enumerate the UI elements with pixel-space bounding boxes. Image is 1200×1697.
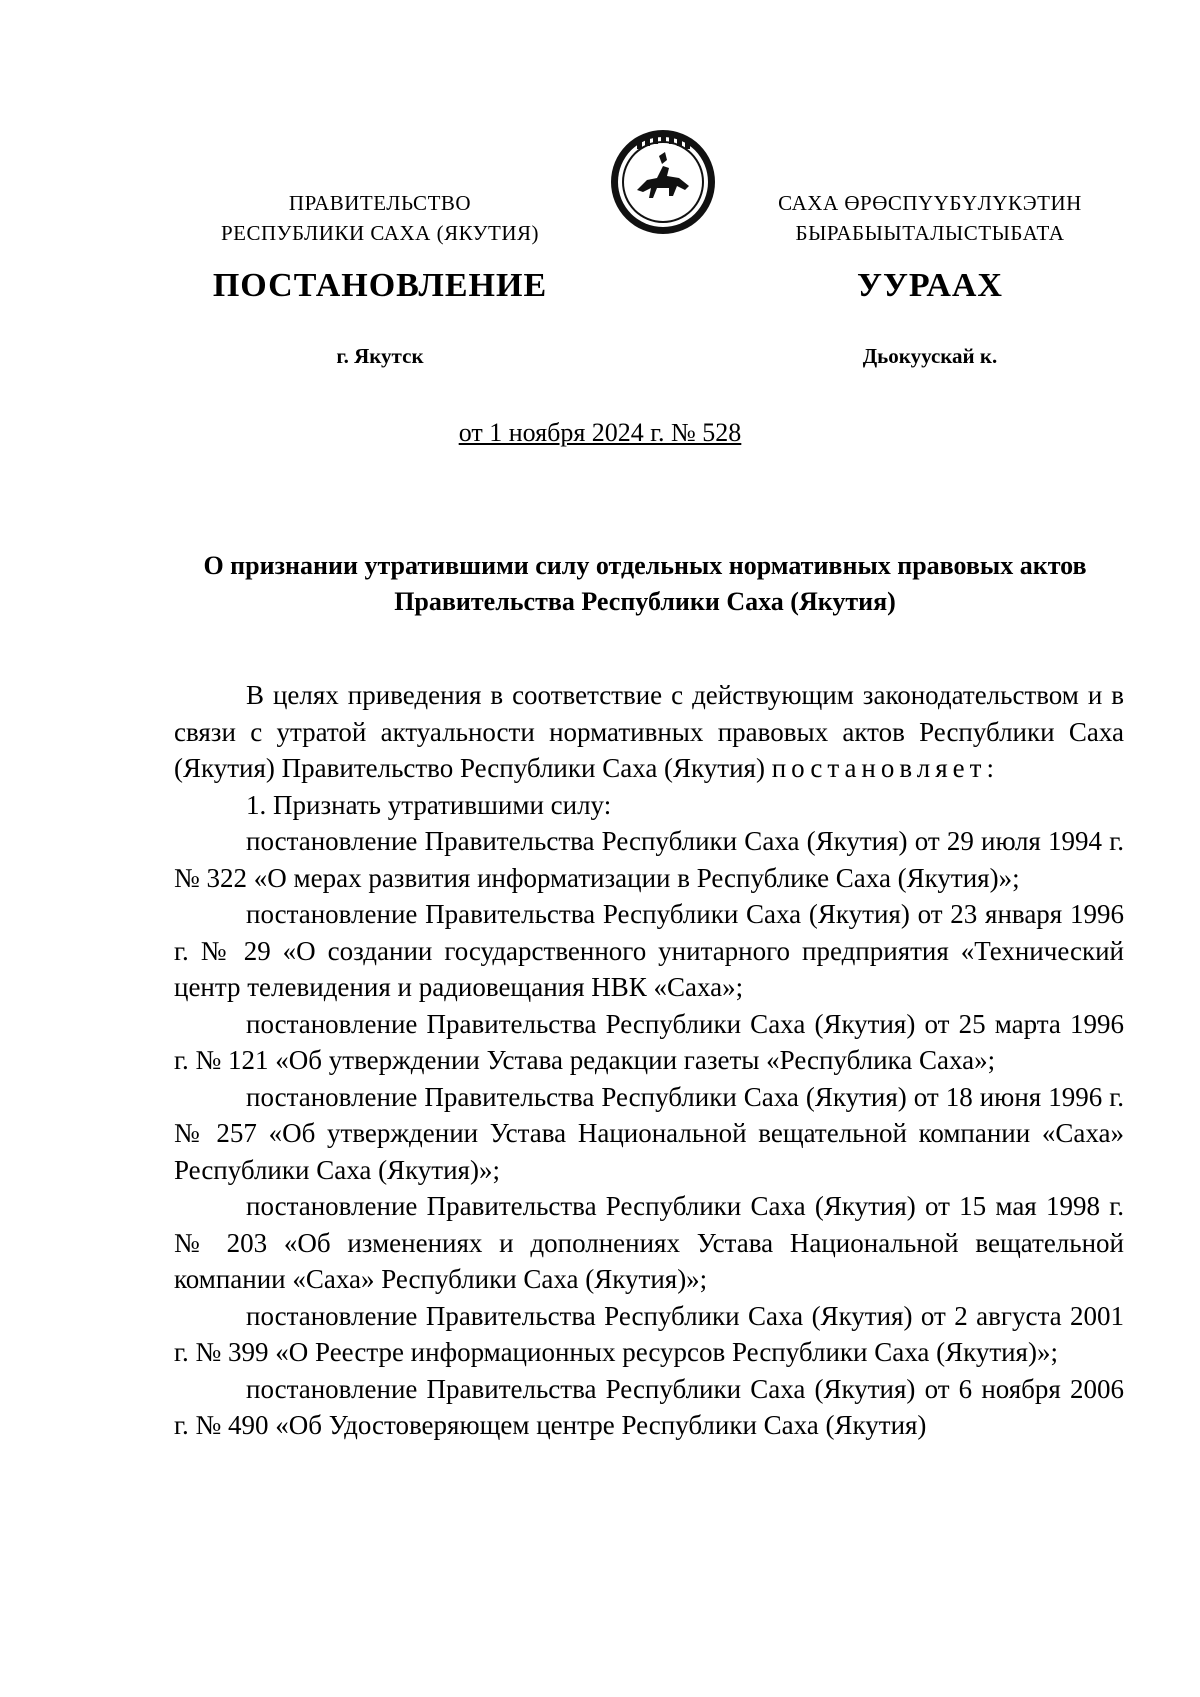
act-item: постановление Правительства Республики Саха (Якутия) от 15 мая 1998 г. № 203 «Об изменениях и дополнениях Устава Национальной вещательной компании «Саха» Республики Саха (Якутия)»;: [174, 1191, 1124, 1294]
resolves-word: постановляет:: [771, 753, 999, 783]
org-name-sakha: [740, 188, 1120, 248]
org-name-russian: [190, 188, 570, 248]
doc-type-sakha: УУРААХ: [857, 267, 1003, 304]
org-name-line: РЕСПУБЛИКИ САХА (ЯКУТИЯ): [220, 221, 540, 245]
item-1: 1. Признать утратившими силу:: [246, 789, 612, 820]
act-item: постановление Правительства Республики Саха (Якутия) от 29 июля 1994 г. № 322 «О мерах развития информатизации в Республике Саха (Якутия)»;: [174, 826, 1124, 893]
act-item: постановление Правительства Республики Саха (Якутия) от 25 марта 1996 г. № 121 «Об утверждении Устава редакции газеты «Республика Саха»;: [174, 1008, 1124, 1075]
city-russian: г. Якутск: [336, 344, 424, 368]
document-body: [174, 677, 1124, 1444]
org-name-line: ПРАВИТЕЛЬСТВО: [288, 191, 472, 215]
org-name-line: САХА ӨРӨСПҮҮБҮЛҮКЭТИН: [778, 191, 1082, 215]
org-name-line: БЫРАБЫЫТАЛЫСТЫБАТА: [795, 221, 1065, 245]
republic-sakha-emblem-icon: [607, 126, 719, 238]
act-item: постановление Правительства Республики Саха (Якутия) от 6 ноября 2006 г. № 490 «Об Удостоверяющем центре Республики Саха (Якутия): [174, 1373, 1124, 1440]
city-sakha: Дьокуускай к.: [862, 344, 998, 368]
act-item: постановление Правительства Республики Саха (Якутия) от 2 августа 2001 г. № 399 «О Реестре информационных ресурсов Республики Саха (Якутия)»;: [174, 1300, 1124, 1367]
act-item: постановление Правительства Республики Саха (Якутия) от 23 января 1996 г. № 29 «О создании государственного унитарного предприятия «Технический центр телевидения и радиовещания НВК «Саха»;: [174, 899, 1124, 1002]
document-date-number: от 1 ноября 2024 г. № 528: [458, 418, 742, 447]
intro-text: В целях приведения в соответствие с действующим законодательством и в связи с утратой актуальности нормативных правовых актов Республики Саха (Якутия) Правительство Республики Саха (Якутия): [174, 680, 1124, 783]
act-item: постановление Правительства Республики Саха (Якутия) от 18 июня 1996 г. № 257 «Об утверждении Устава Национальной вещательной компании «Саха» Республики Саха (Якутия)»;: [174, 1081, 1124, 1185]
intro-paragraph: [174, 677, 1124, 787]
document-title: О признании утратившими силу отдельных нормативных правовых актов Правительства Республики Саха (Якутия): [203, 551, 1087, 616]
doc-type-russian: ПОСТАНОВЛЕНИЕ: [212, 267, 548, 304]
